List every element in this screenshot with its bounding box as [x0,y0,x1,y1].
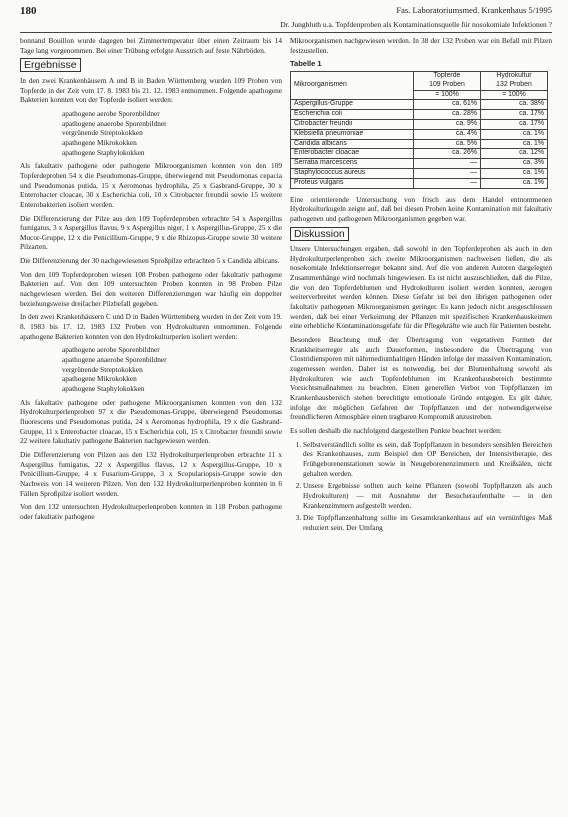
table-cell-topferde: ca. 28% [413,110,480,120]
table-cell-hydrokultur: ca. 17% [480,119,547,129]
page-number: 180 [20,5,37,17]
table-cell-hydrokultur: ca. 1% [480,168,547,178]
paragraph: Die Differenzierung von Pilzen aus den 132 Hydrokulturperlenproben erbrachte 11 x Aspergillus fumigatus, 22 x Aspergillus flavus, 12 x Aspergillus-Gruppe, 10 x Penicillium-Gruppe, 4 x Fusarium-Gruppe, 3 x Scopulariopsis-Gruppe sowie den Nachweis von 14 weiteren Pilzen. Von den 132 Hydrokulturperlenproben konnten in 6 Fällen Sproßpilze isoliert werden. [20,449,282,498]
table-cell-hydrokultur: ca. 3% [480,159,547,169]
paragraph: In den zwei Krankenhäusern C und D in Baden Württemberg wurden in der Zeit vom 19. 8. 1983 bis 17. 12. 1983 132 Proben von Hydrokulturen entnommen. Folgende apathogene Bakterien konnten von den Hydrokulturperlen isoliert werden: [20,312,282,341]
list-item: apathogene anaerobe Sporenbildner [62,355,167,365]
table-cell-topferde: ca. 4% [413,129,480,139]
list-item: vergrünende Streptokokken [62,128,143,138]
table-cell-hydrokultur: ca. 12% [480,149,547,159]
paragraph: Von den 132 untersuchten Hydrokulturperlenproben konnten in 118 Proben pathogene oder fakultativ pathogene [20,502,282,521]
table-row [291,129,548,139]
section-heading-diskussion: Diskussion [290,230,552,240]
table-cell-organism: Serratia marcescens [291,159,414,169]
list-item: apathogene Mikrokokken [62,137,137,147]
left-column [20,36,282,526]
right-column [290,36,552,536]
table-row [291,149,548,159]
paragraph: Unsere Untersuchungen ergaben, daß sowohl in den Topferdeproben als auch in den Hydrokulturperlenproben sich zweite Mikroorganismen nachweisen ließen, die als nosokomiale Infektionserreger bekannt sind. Auf die von anderen Autoren dargelegten Zusammenhänge wird nochmals hingewiesen. Es ist nicht auszuschließen, daß die Pilze, die von den Topferdeblumen und Hydrokulturen isoliert werden konnten, aerogen weiterverbreitet werden können. Diese Gefahr ist bei den übrigen pathogenen oder fakultativ pathogenen Mikroorganismen geringer. Es kann jedoch nicht ausgeschlossen werden, daß bei einer Verkeimung der Pflanzen mit spezifischen Krankenhauskeimen eine erhebliche Kontaminationsgefahr für die Pflegekräfte wie auch für Patienten besteht. [290,244,552,331]
table-cell-topferde: ca. 9% [413,119,480,129]
table-cell-topferde: — [413,168,480,178]
table-col-topferde: Topferde 109 Proben [413,71,480,90]
paragraph: Als fakultativ pathogene oder pathogene Mikroorganismen konnten von den 132 Hydrokulturperlenproben 97 x die Pseudomonas-Gruppe, überwiegend Pseudomonas fluorescens und Pseudomonas putida, 24 x Aeromonas hydrophila, 19 x die Gasbrand-Gruppe, 11 x Enterobacter cloacae, 15 x Escherichia coli, 15 x Citrobacter freundii sowie 22 weitere fakultativ pathogene Bakterien nachgewiesen werden. [20,397,282,446]
results-table [290,71,548,189]
list-item: apathogene aerobe Sporenbildner [62,108,160,118]
table-cell-topferde: ca. 5% [413,139,480,149]
organism-list [20,345,282,393]
table-cell-organism: Enterobacter cloacae [291,149,414,159]
paragraph: Die Differenzierung der Pilze aus den 109 Topferdeproben erbrachte 54 x Aspergillus fumigatus, 3 x Aspergillus flavus, 9 x Aspergillus niger, 1 x Aspergillus-Gruppe, 25 x die Mucor-Gruppe, 12 x die Penicillium-Gruppe, 9 x die Rhizopus-Gruppe sowie 30 weitere Pilzarten. [20,213,282,252]
table-col-label: Mikroorganismen [291,71,414,99]
table-cell-topferde: ca. 61% [413,100,480,110]
table-cell-topferde: — [413,178,480,188]
table-row [291,168,548,178]
table-row [291,139,548,149]
list-item: vergrünende Streptokokken [62,364,143,374]
running-header: Dr. Jungbluth u.a. Topfdenproben als Kontaminationsquelle für nosokomiale Infektionen ? [280,20,552,29]
table-col-hydrokultur-sub: = 100% [480,90,547,100]
table-cell-hydrokultur: ca. 17% [480,110,547,120]
table-row [291,178,548,188]
list-item: 1. Selbstverständlich sollte es sein, daß Topfpflanzen in besonders sensiblen Bereichen des Krankenhauses, zum Beispiel den OP Bereichen, der Intensivtherapie, des Frühgeborenenstationen sowie in Neugeborenenzimmern und Kreißsälen, nicht gehalten werden. [303,440,552,479]
paragraph: Als fakultativ pathogene oder pathogene Mikroorganismen konnten von den 109 Topferdeproben 54 x die Pseudomonas-Gruppe, überwiegend mit Pseudomonas cepacia und Pseudomonas putida, 15 x Aeromonas hydrophila, 25 x Gasbrand-Gruppe, 30 x Enterobacter cloacae, 30 x Escherichia coli, 10 x Citrobacter freundii sowie 15 weitere Enterobakterien isoliert werden. [20,161,282,209]
table-row [291,119,548,129]
section-heading-ergebnisse: Ergebnisse [20,61,282,71]
list-item: apathogene Staphylokokken [62,147,145,157]
journal-title: Fas. Laboratoriumsmed. Krankenhaus 5/1995 [396,5,552,15]
list-item: apathogene Staphylokokken [62,384,145,393]
paragraph: Eine orientierende Untersuchung von frisch aus dem Handel entnommenen Hydrokulturkugeln zeigte auf, daß bei diesen Proben keine Kontamination mit fakultativ pathogenen und pathogenen Mikroorganismen gegeben war. [290,194,552,223]
table-cell-organism: Klebsiella pneumoniae [291,129,414,139]
header-rule [20,32,552,33]
list-item: 3. Die Topfpflanzenhaltung sollte im Gesamtkrankenhaus auf ein vernünftiges Maß reduziert sein. Der Umfang [303,513,552,532]
table-cell-topferde: — [413,159,480,169]
intro-paragraph: Mikroorganismen nachgewiesen werden. In 38 der 132 Proben war ein Befall mit Pilzen festzustellen. [290,36,552,55]
table-cell-organism: Staphylococcus aureus [291,168,414,178]
recommendation-list [290,440,552,533]
table-cell-topferde: ca. 26% [413,149,480,159]
table-cell-organism: Aspergillus-Gruppe [291,100,414,110]
list-item: apathogene anaerobe Sporenbildner [62,118,167,128]
table-cell-organism: Proteus vulgaris [291,178,414,188]
table-row [291,100,548,110]
table-cell-organism: Citrobacter freundii [291,119,414,129]
organism-list [20,109,282,157]
table-col-hydrokultur: Hydrokultur 132 Proben [480,71,547,90]
table-row [291,159,548,169]
table-cell-hydrokultur: ca. 1% [480,178,547,188]
table-body [291,100,548,188]
table-cell-organism: Escherichia coli [291,110,414,120]
table-col-topferde-sub: = 100% [413,90,480,100]
paragraph: Besondere Beachtung muß der Übertragung von vegetativen Formen der Krankheitserreger als auch Dauerformen, insbesondere die Übertragung von Clostridiensporen mit nährmediumhaltigen Händen infolge der massiven Kontamination, zugemessen werden. Daher ist es notwendig, bei der Blumenhaltung sowohl als Hydrokulturen wie auch Topferdeblumen im Krankenhausbereich bestimmte Vorsichtsmaßnahmen zu beachten. Einen generellen Verbot von Topfpflanzen im Krankenhausbereich stehen berechtigte emotionale Gründe entgegen. Es gilt daher, infolge der möglichen Gefahren der Topfpflanzen und der notwendigerweise freundlicheren Atmosphäre einen tragbaren Kompromiß anzustreben. [290,335,552,422]
paragraph: In den zwei Krankenhäusern A und B in Baden Württemberg wurden 109 Proben von Topferde in der Zeit vom 17. 8. 1983 bis 21. 12. 1983 entnommen. Folgende apathogene Bakterien konnten von der Topferde isoliert werden: [20,75,282,105]
list-item: apathogene aerobe Sporenbildner [62,345,160,355]
paragraph: Die Differenzierung der 30 nachgewiesenen Sproßpilze erbrachten 5 x Candida albicans. [20,256,280,266]
intro-paragraph: bonnand Bouillon wurde dagegen bei Zimmertemperatur über einen Zeitraum bis 14 Tage lang vorgenommen. Bei einer Trübung erfolgte Ausstrich auf feste Nährböden. [20,36,282,55]
table-cell-organism: Candida albicans [291,139,414,149]
table-cell-hydrokultur: ca. 1% [480,129,547,139]
paragraph: Es sollen deshalb die nachfolgend dargestellten Punkte beachtet werden: [290,425,502,435]
paragraph: Von den 109 Topferdeproben wiesen 108 Proben pathogene oder fakultativ pathogene Bakterien auf. Von den 109 untersuchten Proben konnten in 98 Proben Pilze nachgewiesen werden. Bei den weiteren Differenzierungen war häufig ein doppelter beziehungsweise dreifacher Pilzbefall gegeben. [20,269,282,308]
table-title: Tabelle 1 [290,59,322,69]
table-row [291,110,548,120]
table-cell-hydrokultur: ca. 38% [480,100,547,110]
list-item: apathogene Mikrokokken [62,374,137,384]
table-cell-hydrokultur: ca. 1% [480,139,547,149]
list-item: 2. Unsere Ergebnisse sollten auch keine Pflanzen (sowohl Topfpflanzen als auch Hydrokulturen) — mit Ausnahme der Besucheraufenthalte — in den Krankenzimmern aufgestellt werden. [303,481,552,510]
